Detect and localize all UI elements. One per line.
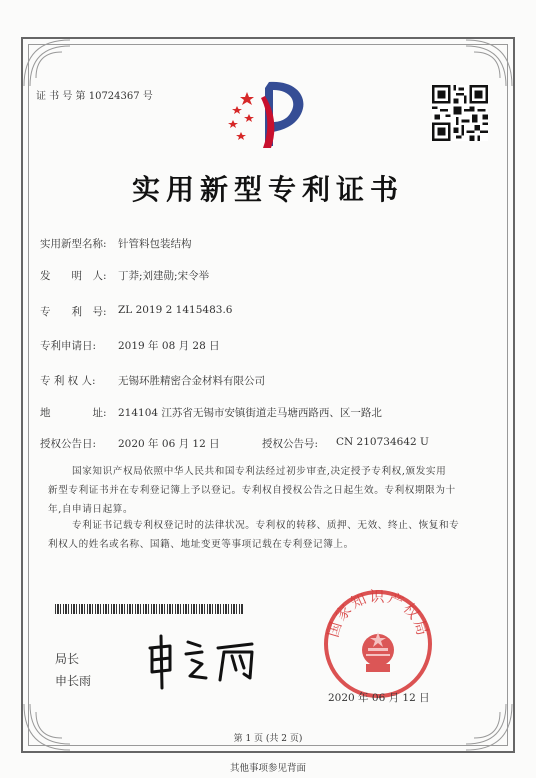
field-application-date-value: 2019 年 08 月 28 日: [118, 340, 220, 352]
field-inventor-label: 发 明 人:: [40, 270, 107, 282]
page-number: 第 1 页 (共 2 页): [233, 734, 303, 744]
paragraph-line: 国家知识产权局依照中华人民共和国专利法经过初步审查,决定授予专利权,颁发实用: [72, 466, 447, 477]
svg-text:国家知识产权局: 国家知识产权局: [323, 588, 433, 640]
qr-code-icon: [432, 85, 488, 141]
field-address-label: 地 址:: [40, 407, 107, 419]
paragraph-line: 年,自申请日起算。: [48, 504, 134, 515]
footer-note: 其他事项参见背面: [229, 763, 306, 774]
corner-ornament-icon: [464, 702, 514, 752]
corner-ornament-icon: [464, 38, 514, 88]
field-patent-number-label: 专 利 号:: [40, 306, 107, 318]
official-seal-icon: [322, 588, 434, 700]
field-address-value: 214104 江苏省无锡市安镇街道走马塘西路西、区一路北: [118, 407, 382, 419]
signature-icon: [140, 630, 265, 690]
paragraph-line: 利权人的姓名或名称、国籍、地址变更等事项记载在专利登记簿上。: [48, 539, 354, 550]
director-name: 申长雨: [55, 674, 92, 688]
grant-number-value: CN 210734642 U: [336, 436, 429, 448]
field-inventor-value: 丁莽;刘建勋;宋令举: [118, 270, 210, 282]
paragraph-line: 专利证书记载专利权登记时的法律状况。专利权的转移、质押、无效、终止、恢复和专: [72, 520, 460, 531]
grant-number-label: 授权公告号:: [262, 438, 319, 450]
field-patentee-value: 无锡环胜精密合金材料有限公司: [118, 375, 265, 387]
patent-office-logo-icon: [225, 78, 320, 150]
grant-date-value: 2020 年 06 月 12 日: [118, 438, 220, 450]
seal-date: 2020 年 06 月 12 日: [328, 692, 430, 704]
paragraph-line: 新型专利证书并在专利登记簿上予以登记。专利权自授权公告之日起生效。专利权期限为十: [48, 485, 456, 496]
field-name-value: 针管料包装结构: [118, 238, 192, 250]
page-title: 实用新型专利证书: [131, 173, 404, 206]
field-patentee-label: 专 利 权 人:: [40, 375, 96, 387]
grant-date-label: 授权公告日:: [40, 438, 97, 450]
corner-ornament-icon: [22, 702, 72, 752]
corner-ornament-icon: [22, 38, 72, 88]
field-application-date-label: 专利申请日:: [40, 340, 97, 352]
director-title: 局长: [55, 652, 80, 666]
certificate-number: 证 书 号 第 10724367 号: [36, 91, 153, 102]
barcode: [55, 604, 243, 614]
field-name-label: 实用新型名称:: [40, 238, 107, 250]
field-patent-number-value: ZL 2019 2 1415483.6: [118, 304, 233, 316]
